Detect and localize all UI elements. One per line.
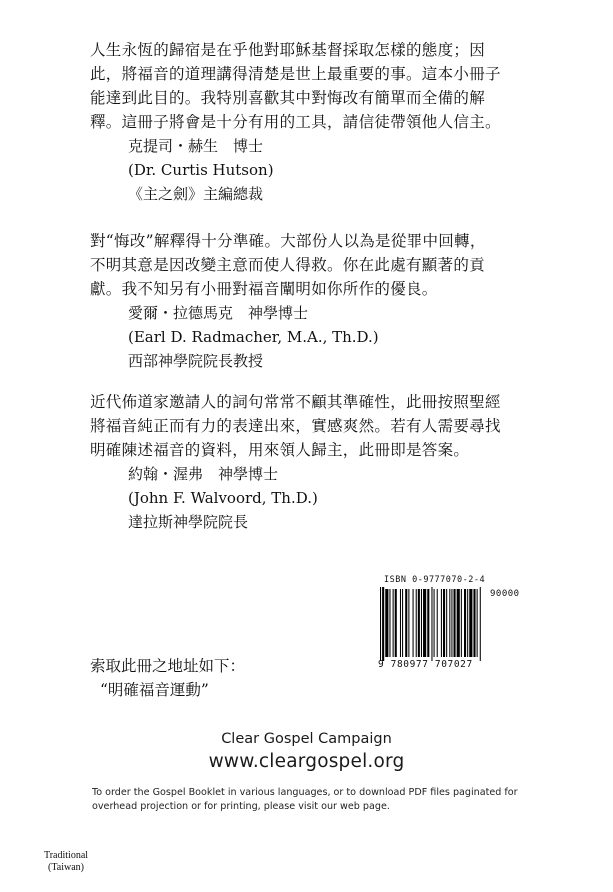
language-label-line1: Traditional — [43, 850, 89, 861]
endorsement-text: 人生永恆的歸宿是在乎他對耶穌基督採取怎樣的態度；因 此，將福音的道理講得清楚是世上最重要的事。這本小冊子 能達到此目的。我特別喜歡其中對悔改有簡單而全備的解 釋。這冊子將會是十分有用的工具，請信徒帶領他人信主。 — [90, 41, 501, 131]
barcode-bar — [464, 589, 466, 657]
barcode-bar — [461, 589, 462, 657]
barcode-bar — [477, 589, 478, 657]
barcode-bar — [467, 589, 468, 657]
barcode-bar — [434, 589, 435, 657]
endorsement-text: 近代佈道家邀請人的詞句常常不顧其準確性，此冊按照聖經 將福音純正而有力的表達出來，實感爽然。若有人需要尋找 明確陳述福音的資料，用來領人歸主，此冊即是答案。 — [90, 393, 501, 459]
price-code: 90000 — [490, 589, 520, 599]
barcode-bar — [389, 589, 390, 657]
isbn-label: ISBN 0-9777070-2-4 — [384, 575, 486, 585]
order-note: To order the Gospel Booklet in various languages, or to download PDF files paginated for overhead projection or for printing, please visit our web page. — [92, 787, 518, 812]
barcode-bar — [405, 589, 407, 657]
barcode-bar — [480, 587, 481, 661]
endorser-title: 西部神學院院長教授 — [128, 352, 264, 370]
endorsement-earl-radmacher — [90, 229, 560, 373]
barcode-bar — [382, 587, 384, 661]
barcode-bar — [385, 589, 388, 657]
organization-name: “明確福音運動” — [100, 681, 209, 699]
barcode-bar — [380, 587, 381, 661]
barcode-bar — [451, 589, 452, 657]
barcode-bar — [413, 589, 414, 657]
barcode-bar — [457, 589, 460, 657]
campaign-name: Clear Gospel Campaign — [221, 731, 392, 747]
address-block — [90, 654, 245, 702]
barcode-bar — [393, 589, 394, 657]
language-label-line2: (Taiwan) — [48, 862, 84, 873]
barcode-bar — [423, 589, 426, 657]
endorsement-curtis-hutson — [90, 38, 560, 206]
endorsement-text: 對“悔改”解釋得十分準確。大部份人以為是從罪中回轉， 不明其意是因改變主意而使人得救。你在此處有顯著的貢 獻。我不知另有小冊對福音闡明如你所作的優良。 — [90, 232, 486, 298]
endorser-name-zh: 約翰・渥弗 神學博士 — [128, 465, 279, 483]
barcode-bar — [473, 589, 475, 657]
endorser-name-en: (Earl D. Radmacher, M.A., Th.D.) — [128, 328, 379, 346]
endorser-title: 《主之劍》主編總裁 — [128, 185, 264, 203]
endorsement-john-walvoord — [90, 390, 560, 534]
endorser-name-zh: 克提司・赫生 博士 — [128, 137, 264, 155]
endorser-name-en: (John F. Walvoord, Th.D.) — [128, 489, 318, 507]
barcode-bar — [418, 589, 420, 657]
barcode-digits: 9 780977 707027 — [378, 659, 473, 670]
barcode-bar — [469, 589, 472, 657]
barcode-bar — [449, 589, 450, 657]
barcode-bar — [437, 589, 438, 657]
barcode-bar — [441, 589, 442, 657]
barcode-bar — [427, 589, 429, 657]
barcode-bar — [402, 589, 403, 657]
barcode-bar — [454, 589, 456, 657]
address-heading: 索取此冊之地址如下： — [90, 657, 246, 675]
endorser-title: 達拉斯神學院院長 — [128, 513, 249, 531]
language-label — [38, 850, 94, 874]
barcode-bar — [395, 589, 397, 657]
barcode-bar — [446, 589, 447, 657]
campaign-url[interactable]: www.cleargospel.org — [208, 751, 405, 772]
barcode-bar — [443, 589, 445, 657]
barcode-bar — [421, 589, 422, 657]
barcode-bar — [408, 589, 409, 657]
barcode-bar — [431, 587, 432, 661]
barcode-bar — [416, 589, 417, 657]
endorser-name-en: (Dr. Curtis Hutson) — [128, 161, 274, 179]
endorser-name-zh: 愛爾・拉德馬克 神學博士 — [128, 304, 309, 322]
isbn-barcode — [378, 575, 528, 670]
barcode-bar — [400, 589, 401, 657]
